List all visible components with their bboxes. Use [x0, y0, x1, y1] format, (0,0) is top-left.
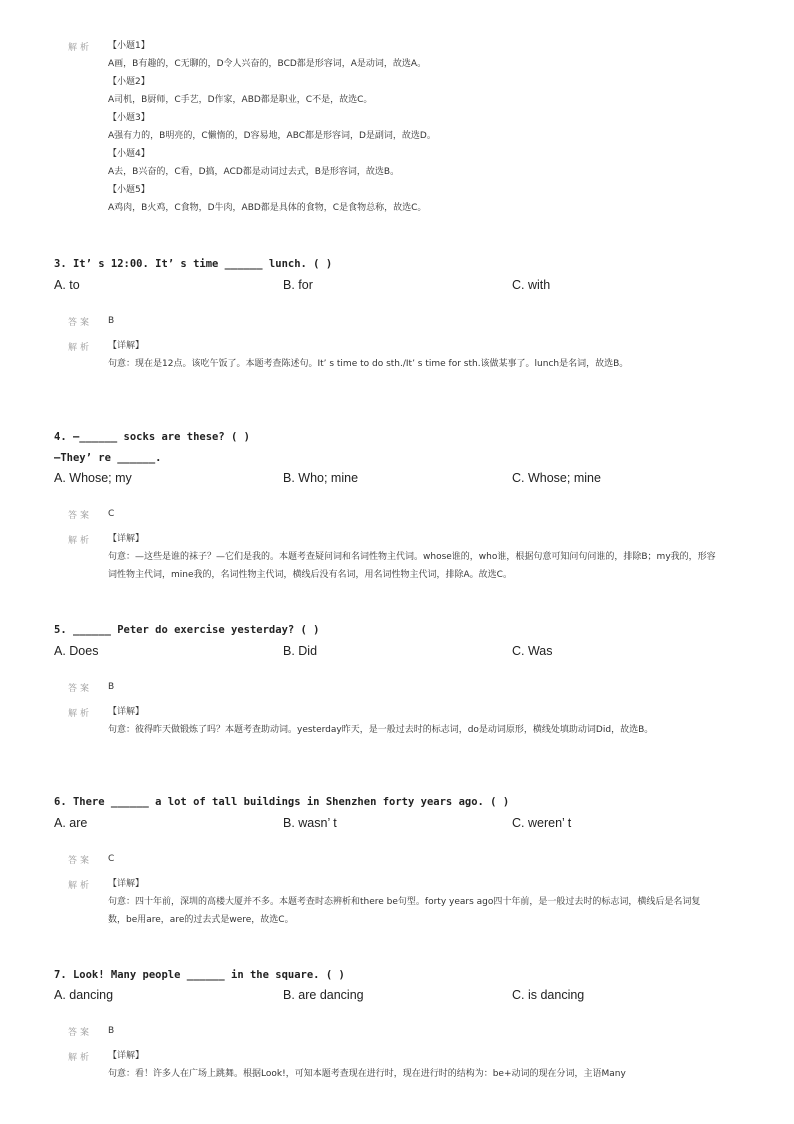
detail-text: 句意：看！许多人在广场上跳舞。根据Look!，可知本题考查现在进行时，现在进行时的结构为：be+动词的现在分词，主语Many: [108, 1069, 626, 1079]
question-stem: 5. ______ Peter do exercise yesterday? ( ): [54, 624, 320, 636]
answer-value: B: [108, 682, 115, 692]
analysis-label: 解析: [68, 1053, 93, 1063]
answer-value: C: [108, 509, 115, 519]
answer-label: 答案: [68, 684, 93, 694]
question-stem: 4. —______ socks are these? ( ): [54, 431, 250, 443]
option-c: C. is dancing: [512, 988, 585, 1002]
option-c: C. with: [512, 278, 551, 292]
explanation-line: A鸡肉，B火鸡，C食物，D牛肉，ABD都是具体的食物，C是食物总称，故选C。: [108, 203, 427, 213]
answer-label: 答案: [68, 856, 93, 866]
option-c: C. weren’ t: [512, 816, 572, 830]
option-c: C. Whose; mine: [512, 471, 601, 485]
explanation-line: 【小题2】: [108, 77, 150, 87]
question-stem: 3. It’ s 12:00. It’ s time ______ lunch. ( ): [54, 258, 333, 270]
detail-tag: 【详解】: [108, 879, 145, 889]
explanation-line: 【小题4】: [108, 149, 150, 159]
detail-text: 句意：—这些是谁的袜子？—它们是我的。本题考查疑问词和名词性物主代词。whose谁的，who谁，根据句意可知问句问谁的，排除B；my我的，形容词性物主代词，mine我的，名词性物主代词，横线后没有名词，用名词性物主代词，排除A。故选C。: [108, 552, 716, 580]
answer-label: 答案: [68, 1028, 93, 1038]
option-c: C. Was: [512, 644, 553, 658]
option-a: A. Whose; my: [54, 471, 132, 485]
option-a: A. dancing: [54, 988, 114, 1002]
option-a: A. are: [54, 816, 88, 830]
explanation-line: A强有力的，B明亮的，C懒惰的，D容易地，ABC都是形容词，D是副词，故选D。: [108, 131, 436, 141]
question-stem: 7. Look! Many people ______ in the square. ( ): [54, 969, 345, 981]
detail-tag: 【详解】: [108, 341, 145, 351]
explanation-line: 【小题5】: [108, 185, 150, 195]
question-stem-line2: —They’ re ______.: [54, 452, 162, 464]
option-a: A. to: [54, 278, 80, 292]
question-stem: 6. There ______ a lot of tall buildings in Shenzhen forty years ago. ( ): [54, 796, 510, 808]
detail-tag: 【详解】: [108, 1051, 145, 1061]
answer-label: 答案: [68, 318, 93, 328]
explanation-line: 【小题3】: [108, 113, 150, 123]
analysis-label: 解析: [68, 881, 93, 891]
option-b: B. Who; mine: [283, 471, 359, 485]
explanation-line: 【小题1】: [108, 41, 150, 51]
analysis-label: 解析: [68, 343, 93, 353]
detail-tag: 【详解】: [108, 707, 145, 717]
analysis-label: 解析: [68, 43, 93, 53]
detail-tag: 【详解】: [108, 534, 145, 544]
option-b: B. for: [283, 278, 313, 292]
detail-text: 句意：现在是12点。该吃午饭了。本题考查陈述句。It’ s time to do sth./It’ s time for sth.该做某事了。lunch是名词，故选B。: [108, 359, 629, 369]
answer-value: B: [108, 1026, 115, 1036]
detail-text: 句意：彼得昨天做锻炼了吗？本题考查助动词。yesterday昨天，是一般过去时的标志词，do是动词原形，横线处填助动词Did，故选B。: [108, 725, 654, 735]
detail-text: 句意：四十年前，深圳的高楼大厦并不多。本题考查时态辨析和there be句型。forty years ago四十年前，是一般过去时的标志词，横线后是名词复数，be用are，are的过去式是were，故选C。: [108, 897, 701, 925]
explanation-line: A画，B有趣的，C无聊的，D令人兴奋的，BCD都是形容词，A是动词，故选A。: [108, 59, 427, 69]
analysis-label: 解析: [68, 709, 93, 719]
option-a: A. Does: [54, 644, 99, 658]
analysis-label: 解析: [68, 536, 93, 546]
option-b: B. wasn’ t: [283, 816, 337, 830]
answer-value: C: [108, 854, 115, 864]
option-b: B. Did: [283, 644, 318, 658]
answer-label: 答案: [68, 511, 93, 521]
explanation-line: A去，B兴奋的，C看，D搞，ACD都是动词过去式，B是形容词，故选B。: [108, 167, 400, 177]
answer-value: B: [108, 316, 115, 326]
explanation-line: A司机，B厨师，C手艺，D作家，ABD都是职业，C不是，故选C。: [108, 95, 373, 105]
option-b: B. are dancing: [283, 988, 364, 1002]
